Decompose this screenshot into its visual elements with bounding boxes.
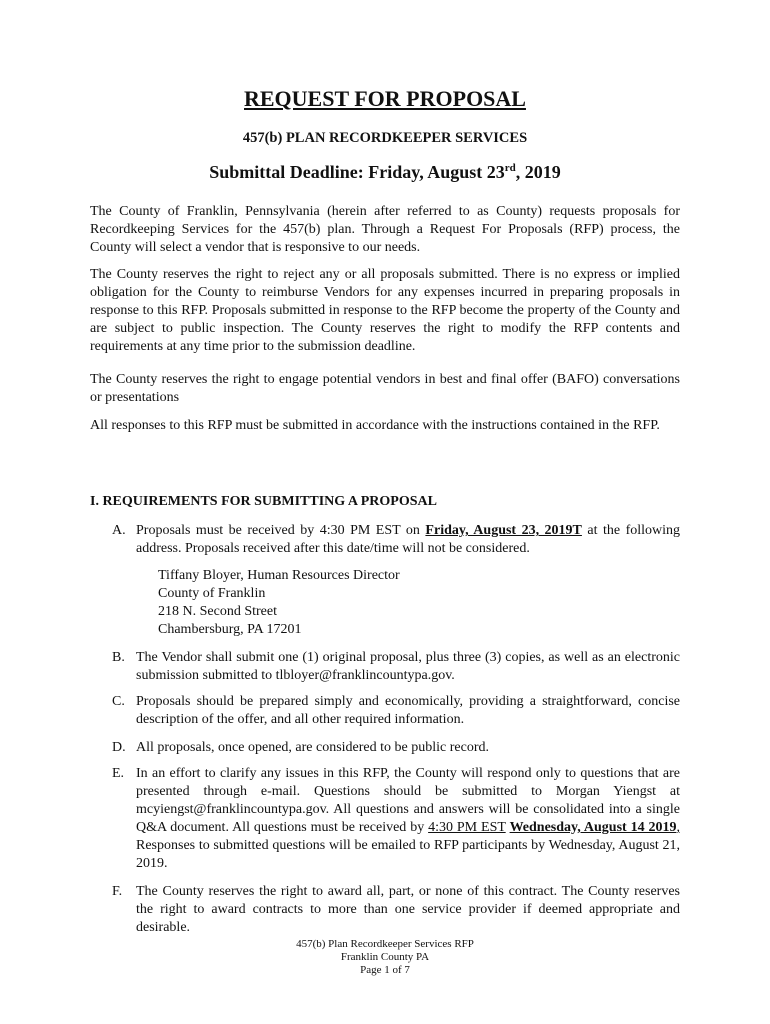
item-a-deadline-emphasis: Friday, August 23, 2019T [425, 523, 582, 538]
rights-paragraph: The County reserves the right to reject any or all proposals submitted. There is no express or implied obligation for the County to reimburse Vendors for any expenses incurred in preparing proposals in response to this RFP. Proposals submitted in response to the RFP become the property of the County and are subject to public inspection. The County reserves the right to modify the RFP contents and requirements at any time prior to the submission deadline. [90, 267, 680, 354]
requirement-item-d [112, 739, 680, 757]
item-marker: B. [112, 650, 125, 665]
item-marker: C. [112, 694, 125, 709]
requirement-item-a [112, 522, 680, 558]
document-subtitle: 457(b) PLAN RECORDKEEPER SERVICES [242, 130, 528, 146]
item-e-time-underline: 4:30 PM EST [428, 820, 506, 835]
address-line: Tiffany Bloyer, Human Resources Director [158, 568, 400, 583]
item-text [136, 522, 680, 558]
footer-document-name: 457(b) Plan Recordkeeper Services RFP [296, 938, 474, 950]
item-e-date-emphasis: Wednesday, August 14 2019 [509, 820, 677, 835]
item-e-comma: , [676, 820, 680, 835]
item-marker: E. [112, 766, 125, 781]
intro-paragraph: The County of Franklin, Pennsylvania (herein after referred to as County) requests proposals for Recordkeeping Services for the 457(b) plan. Through a Request For Proposals (RFP) process, the County will select a vendor that is responsive to our needs. [90, 204, 680, 255]
bafo-paragraph: The County reserves the right to engage potential vendors in best and final offer (BAFO) conversations or presentations [90, 372, 680, 405]
deadline-prefix: Submittal Deadline: Friday, August 23 [209, 162, 505, 182]
section-heading-requirements: I. REQUIREMENTS FOR SUBMITTING A PROPOSAL [90, 494, 437, 509]
item-e-text-after: Responses to submitted questions will be emailed to RFP participants by Wednesday, August 21, 2019. [136, 838, 680, 871]
document-title: REQUEST FOR PROPOSAL [244, 86, 526, 111]
item-marker: D. [112, 740, 126, 755]
submittal-deadline [0, 162, 770, 183]
deadline-suffix: , 2019 [515, 162, 561, 182]
mailing-address [158, 567, 400, 639]
requirement-item-c [112, 693, 680, 729]
footer-page-number: Page 1 of 7 [360, 964, 410, 976]
item-marker: F. [112, 884, 123, 899]
address-line: 218 N. Second Street [158, 604, 277, 619]
item-text: The Vendor shall submit one (1) original proposal, plus three (3) copies, as well as an electronic submission submitted to tlbloyer@franklincountypa.gov. [136, 650, 680, 683]
item-a-text-before: Proposals must be received by 4:30 PM EST on [136, 523, 426, 538]
address-line: Chambersburg, PA 17201 [158, 622, 302, 637]
item-marker: A. [112, 523, 126, 538]
instructions-paragraph: All responses to this RFP must be submitted in accordance with the instructions contained in the RFP. [90, 418, 660, 433]
page-footer [0, 938, 770, 977]
item-text: Proposals should be prepared simply and economically, providing a straightforward, concise description of the offer, and all other required information. [136, 694, 680, 727]
requirement-item-f [112, 883, 680, 937]
item-text: The County reserves the right to award all, part, or none of this contract. The County reserves the right to award contracts to more than one service provider if deemed appropriate and desirable. [136, 884, 680, 935]
item-text [136, 765, 680, 873]
requirement-item-b [112, 649, 680, 685]
footer-county: Franklin County PA [340, 951, 430, 963]
item-e-text-before: In an effort to clarify any issues in this RFP, the County will respond only to questions that are presented through e-mail. Questions should be submitted to Morgan Yiengst at mcyiengst@franklincountypa.gov. All questions and answers will be consolidated into a single Q&A document. All questions must be received by [136, 766, 680, 835]
deadline-superscript: rd [504, 162, 516, 174]
requirement-item-e [112, 765, 680, 873]
item-a-text-after: at the following address. Proposals received after this date/time will not be considered. [136, 523, 681, 556]
address-line: County of Franklin [158, 586, 266, 601]
item-text: All proposals, once opened, are considered to be public record. [136, 740, 489, 755]
